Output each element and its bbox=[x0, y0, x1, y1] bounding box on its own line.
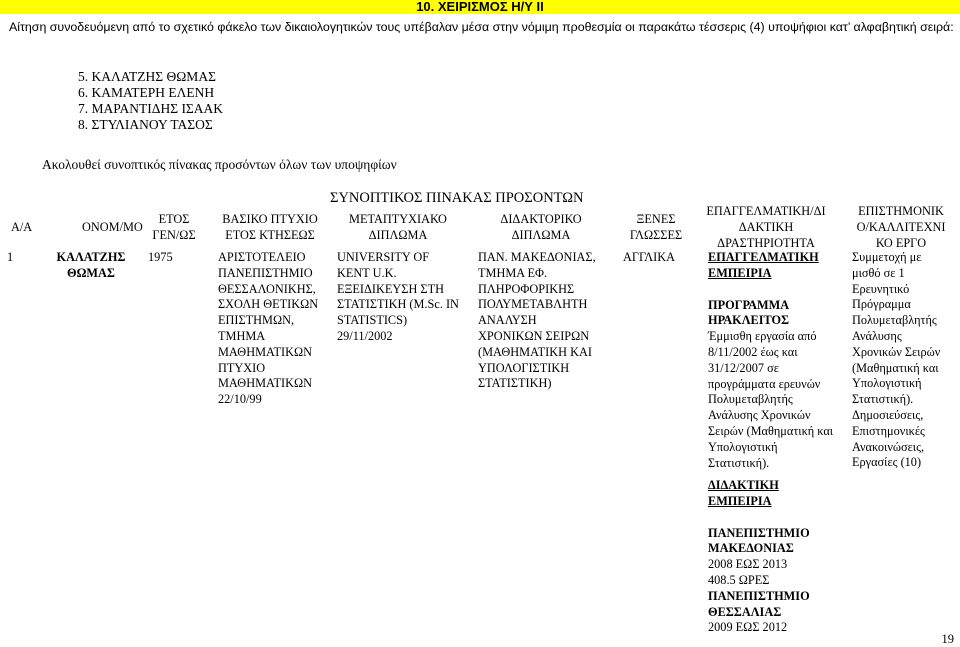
header-masters: ΜΕΤΑΠΤΥΧΙΑΚΟ ΔΙΠΛΩΜΑ bbox=[349, 212, 447, 242]
header-languages: ΞΕΝΕΣ ΓΛΩΣΣΕΣ bbox=[629, 212, 683, 242]
header-experience: ΕΠΑΓΓΕΛΜΑΤΙΚΗ/ΔΙ ΔΑΚΤΙΚΗ ΔΡΑΣΤΗΡΙΟΤΗΤΑ bbox=[706, 204, 826, 250]
university-1: ΠΑΝΕΠΙΣΤΗΜΙΟ ΜΑΚΕΔΟΝΙΑΣ bbox=[708, 525, 810, 556]
table-title: ΣΥΝΟΠΤΙΚΟΣ ΠΙΝΑΚΑΣ ΠΡΟΣΟΝΤΩΝ bbox=[330, 190, 584, 206]
list-item: 6. ΚΑΜΑΤΕΡΗ ΕΛΕΝΗ bbox=[78, 85, 215, 100]
summary-intro: Ακολουθεί συνοπτικός πίνακας προσόντων όλων των υποψηφίων bbox=[42, 157, 397, 172]
program-name: ΠΡΟΓΡΑΜΜΑ ΗΡΑΚΛΕΙΤΟΣ bbox=[708, 297, 790, 328]
page-number: 19 bbox=[941, 632, 954, 646]
candidate-list bbox=[78, 69, 223, 133]
header-research: ΕΠΙΣΤΗΜΟΝΙΚ Ο/ΚΑΛΛΙΤΕΧΝΙ ΚΟ ΕΡΓΟ bbox=[856, 204, 946, 250]
header-year: ΕΤΟΣ ΓΕΝ/ΩΣ bbox=[152, 212, 196, 242]
row-experience bbox=[708, 250, 848, 471]
row-research: Συμμετοχή με μισθό σε 1 Ερευνητικό Πρόγραμμα Πολυμεταβλητής Ανάλυσης Χρονικών Σειρών (Μαθηματική και Υπολογιστική Στατιστική). Δημοσιεύσεις, Επιστημονικές Ανακοινώσεις, Εργασίες (10) bbox=[852, 250, 941, 470]
header-degree: ΒΑΣΙΚΟ ΠΤΥΧΙΟ ΕΤΟΣ ΚΤΗΣΕΩΣ bbox=[222, 212, 318, 242]
row-phd: ΠΑΝ. ΜΑΚΕΔΟΝΙΑΣ, ΤΜΗΜΑ ΕΦ. ΠΛΗΡΟΦΟΡΙΚΗΣ ΠΟΛΥΜΕΤΑΒΛΗΤΗ ΑΝΑΛΥΣΗ ΧΡΟΝΙΚΩΝ ΣΕΙΡΩΝ (ΜΑΘΗΜΑΤΙΚΗ ΚΑΙ ΥΠΟΛΟΓΙΣΤΙΚΗ ΣΤΑΤΙΣΤΙΚΗ) bbox=[478, 250, 596, 391]
list-item: 8. ΣΤΥΛΙΑΝΟΥ ΤΑΣΟΣ bbox=[78, 117, 213, 132]
teaching-experience: ΔΙΔΑΚΤΙΚΗ ΕΜΠΕΙΡΙΑ ΠΑΝΕΠΙΣΤΗΜΙΟ ΜΑΚΕΔΟΝΙΑΣ 2008 ΕΩΣ 2013 408.5 ΩΡΕΣ ΠΑΝΕΠΙΣΤΗΜΙΟ ΘΕΣΣΑΛΙΑΣ 2009 ΕΩΣ 2012 bbox=[708, 478, 848, 636]
intro-paragraph: Αίτηση συνοδευόμενη από το σχετικό φάκελο των δικαιολογητικών τους υπέβαλαν μέσα στην νόμιμη προθεσμία οι παρακάτω τέσσερις (4) υποψήφιοι κατ’ αλφαβητική σειρά: bbox=[9, 20, 954, 34]
row-masters: UNIVERSITY OF KENT U.K. ΕΞΕΙΔΙΚΕΥΣΗ ΣΤΗ ΣΤΑΤΙΣΤΙΚΗ (M.Sc. IN STATISTICS) 29/11/2002 bbox=[337, 250, 459, 343]
experience-heading: ΕΠΑΓΓΕΛΜΑΤΙΚΗ ΕΜΠΕΙΡΙΑ bbox=[708, 250, 819, 280]
teaching-heading: ΔΙΔΑΚΤΙΚΗ ΕΜΠΕΙΡΙΑ bbox=[708, 478, 779, 508]
header-phd: ΔΙΔΑΚΤΟΡΙΚΟ ΔΙΠΛΩΜΑ bbox=[500, 212, 582, 242]
row-degree: ΑΡΙΣΤΟΤΕΛΕΙΟ ΠΑΝΕΠΙΣΤΗΜΙΟ ΘΕΣΣΑΛΟΝΙΚΗΣ, ΣΧΟΛΗ ΘΕΤΙΚΩΝ ΕΠΙΣΤΗΜΩΝ, ΤΜΗΜΑ ΜΑΘΗΜΑΤΙΚΩΝ ΠΤΥΧΙΟ ΜΑΘΗΜΑΤΙΚΩΝ 22/10/99 bbox=[218, 250, 319, 407]
row-aa: 1 bbox=[7, 250, 14, 264]
list-item: 7. ΜΑΡΑΝΤΙΔΗΣ ΙΣΑΑΚ bbox=[78, 101, 224, 116]
list-item: 5. ΚΑΛΑΤΖΗΣ ΘΩΜΑΣ bbox=[78, 69, 216, 84]
section-title: 10. ΧΕΙΡΙΣΜΟΣ Η/Υ ΙΙ bbox=[416, 0, 544, 14]
university-2: ΠΑΝΕΠΙΣΤΗΜΙΟ ΘΕΣΣΑΛΙΑΣ bbox=[708, 588, 810, 619]
header-aa: Α/Α bbox=[11, 220, 33, 234]
row-languages: ΑΓΓΛΙΚΑ bbox=[623, 250, 675, 264]
row-year: 1975 bbox=[148, 250, 173, 264]
program-description: Έμμισθη εργασία από 8/11/2002 έως και 31/12/2007 σε προγράμματα ερευνών Πολυμεταβλητής Ανάλυσης Χρονικών Σειρών (Μαθηματική και Υπολογιστική Στατιστική). bbox=[708, 329, 834, 470]
row-name: ΚΑΛΑΤΖΗΣ ΘΩΜΑΣ bbox=[56, 250, 126, 280]
header-name: ΟΝΟΜ/ΜΟ bbox=[82, 220, 143, 234]
